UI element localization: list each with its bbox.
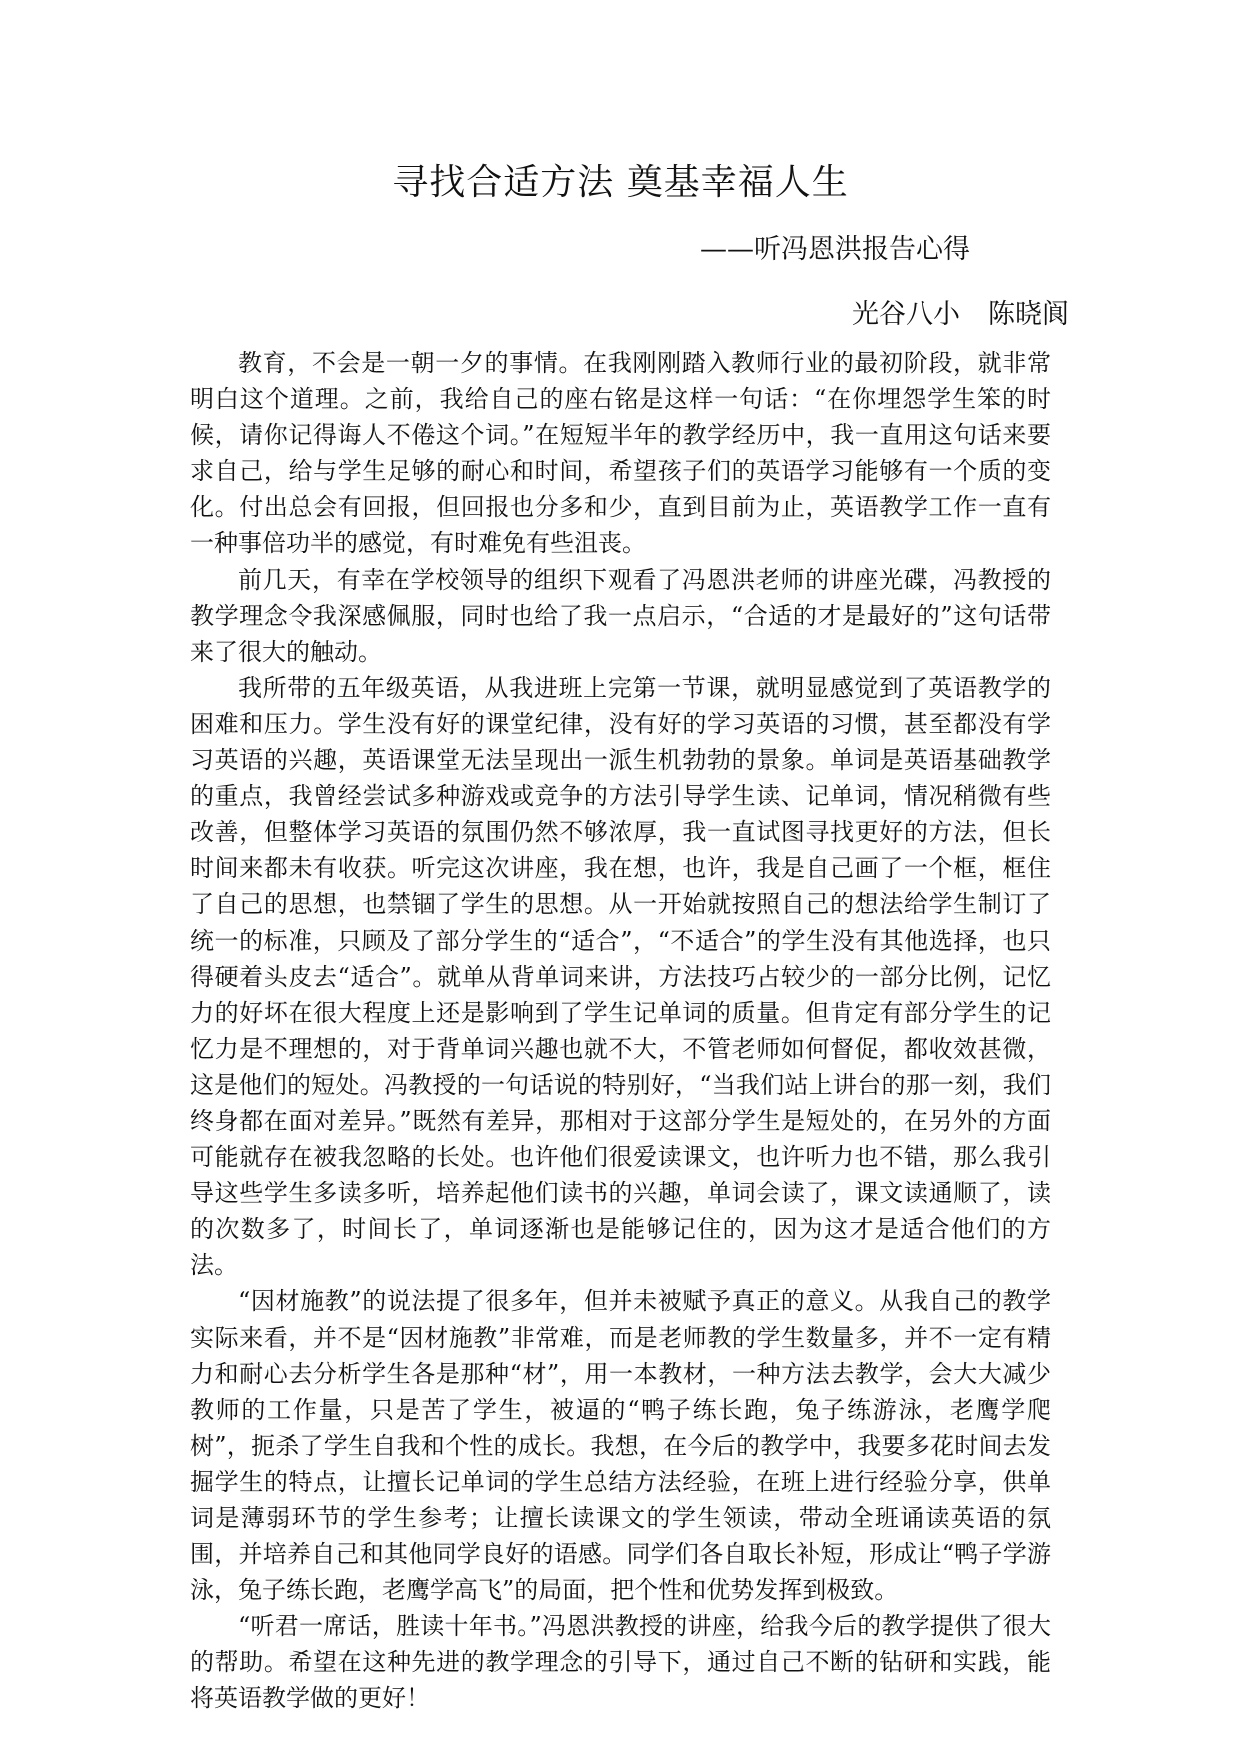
article-title: 寻找合适方法 奠基幸福人生 <box>392 162 849 203</box>
paragraph-4: “因材施教”的说法提了很多年，但并未被赋予真正的意义。从我自己的教学实际来看，并不是“因材施教”非常难，而是老师教的学生数量多，并不一定有精力和耐心去分析学生各是那种“材”，用一本教材，一种方法去教学，会大大减少教师的工作量，只是苦了学生，被逼的“鸭子练长跑，兔子练游泳，老鹰学爬树”，扼杀了学生自我和个性的成长。我想，在今后的教学中，我要多花时间去发掘学生的特点，让擅长记单词的学生总结方法经验，在班上进行经验分享，供单词是薄弱环节的学生参考；让擅长读课文的学生领读，带动全班诵读英语的氛围，并培养自己和其他同学良好的语感。同学们各自取长补短，形成让“鸭子学游泳，兔子练长跑，老鹰学高飞”的局面，把个性和优势发挥到极致。 <box>190 1287 1051 1605</box>
paragraph-5: “听君一席话，胜读十年书。”冯恩洪教授的讲座，给我今后的教学提供了很大的帮助。希望在这种先进的教学理念的引导下，通过自己不断的钻研和实践，能将英语教学做的更好！ <box>190 1612 1051 1713</box>
author-name: 陈晓阆 <box>988 299 1069 330</box>
article-body <box>190 345 1051 1717</box>
paragraph-2: 前几天，有幸在学校领导的组织下观看了冯恩洪老师的讲座光碟，冯教授的教学理念令我深感佩服，同时也给了我一点启示，“合适的才是最好的”这句话带来了很大的触动。 <box>190 565 1051 666</box>
paragraph-1: 教育，不会是一朝一夕的事情。在我刚刚踏入教师行业的最初阶段，就非常明白这个道理。之前，我给自己的座右铭是这样一句话：“在你埋怨学生笨的时候，请你记得诲人不倦这个词。”在短短半年的教学经历中，我一直用这句话来要求自己，给与学生足够的耐心和时间，希望孩子们的英语学习能够有一个质的变化。付出总会有回报，但回报也分多和少，直到目前为止，英语教学工作一直有一种事倍功半的感觉，有时难免有些沮丧。 <box>190 349 1051 558</box>
school-name: 光谷八小 <box>852 299 960 330</box>
paragraph-3: 我所带的五年级英语，从我进班上完第一节课，就明显感觉到了英语教学的困难和压力。学生没有好的课堂纪律，没有好的学习英语的习惯，甚至都没有学习英语的兴趣，英语课堂无法呈现出一派生机勃勃的景象。单词是英语基础教学的重点，我曾经尝试多种游戏或竞争的方法引导学生读、记单词，情况稍微有些改善，但整体学习英语的氛围仍然不够浓厚，我一直试图寻找更好的方法，但长时间来都未有收获。听完这次讲座，我在想，也许，我是自己画了一个框，框住了自己的思想，也禁锢了学生的思想。从一开始就按照自己的想法给学生制订了统一的标准，只顾及了部分学生的“适合”，“不适合”的学生没有其他选择，也只得硬着头皮去“适合”。就单从背单词来讲，方法技巧占较少的一部分比例，记忆力的好坏在很大程度上还是影响到了学生记单词的质量。但肯定有部分学生的记忆力是不理想的，对于背单词兴趣也就不大，不管老师如何督促，都收效甚微，这是他们的短处。冯教授的一句话说的特别好，“当我们站上讲台的那一刻，我们终身都在面对差异。”既然有差异，那相对于这部分学生是短处的，在另外的方面可能就存在被我忽略的长处。也许他们很爱读课文，也许听力也不错，那么我引导这些学生多读多听，培养起他们读书的兴趣，单词会读了，课文读通顺了，读的次数多了，时间长了，单词逐渐也是能够记住的，因为这才是适合他们的方法。 <box>190 673 1051 1280</box>
byline <box>852 295 1069 335</box>
article-subtitle: ——听冯恩洪报告心得 <box>700 234 970 265</box>
